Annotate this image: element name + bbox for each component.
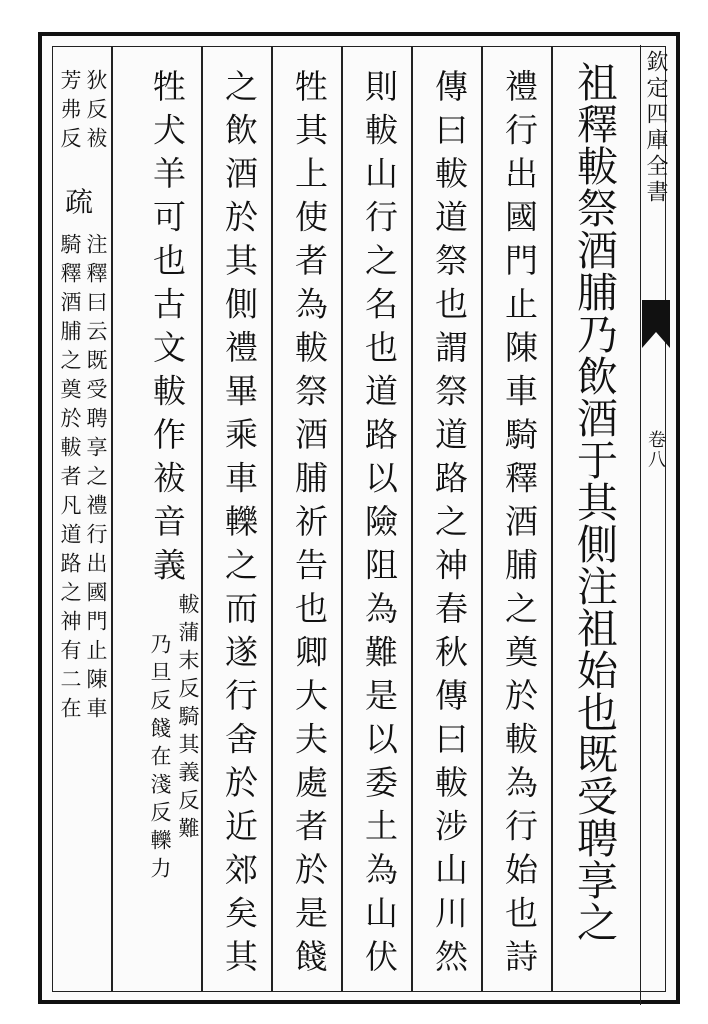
note-left-3: 騎釋酒脯之奠於軷者凡道路之神有二在 xyxy=(58,233,82,726)
shu-marker: 疏 xyxy=(61,187,94,215)
book-title: 欽定四庫全書 xyxy=(643,50,668,206)
text-column-1: 祖釋軷祭酒脯乃飲酒于其側注祖始也既受聘享之 xyxy=(570,61,618,943)
column-rule xyxy=(551,47,553,991)
text-column-4: 則軷山行之名也道路以險阻為難是以委土為山伏 xyxy=(360,69,399,983)
note-left-2: 芳弗反 xyxy=(58,69,82,156)
column-rule xyxy=(271,47,273,991)
column-rule xyxy=(481,47,483,991)
column-rule xyxy=(201,47,203,991)
note-right: 軷蒲末反騎其義反難 xyxy=(176,593,200,845)
column-rule xyxy=(411,47,413,991)
column-rule xyxy=(341,47,343,991)
text-column-3: 傳曰軷道祭也謂祭道路之神春秋傳曰軷涉山川然 xyxy=(430,69,469,983)
fishtail-icon xyxy=(642,300,670,348)
text-column-7-main: 牲犬羊可也古文軷作袚音義 xyxy=(148,69,187,591)
note-right-2: 狄反袚 xyxy=(84,69,108,156)
note-right-3: 注釋曰云既受聘享之禮行出國門止陳車 xyxy=(84,233,108,726)
book-page xyxy=(38,32,680,1004)
text-column-2: 禮行出國門止陳車騎釋酒脯之奠於軷為行始也詩 xyxy=(500,69,539,983)
column-rule xyxy=(111,47,113,991)
text-frame xyxy=(52,46,666,992)
note-left: 乃旦反餞在淺反轢力 xyxy=(148,633,172,885)
text-column-6: 之飲酒於其側禮畢乘車轢之而遂行舍於近郊矣其 xyxy=(220,69,259,983)
volume-label: 卷八 xyxy=(645,430,666,470)
text-column-5: 牲其上使者為軷祭酒脯祈告也卿大夫處者於是餞 xyxy=(290,69,329,983)
